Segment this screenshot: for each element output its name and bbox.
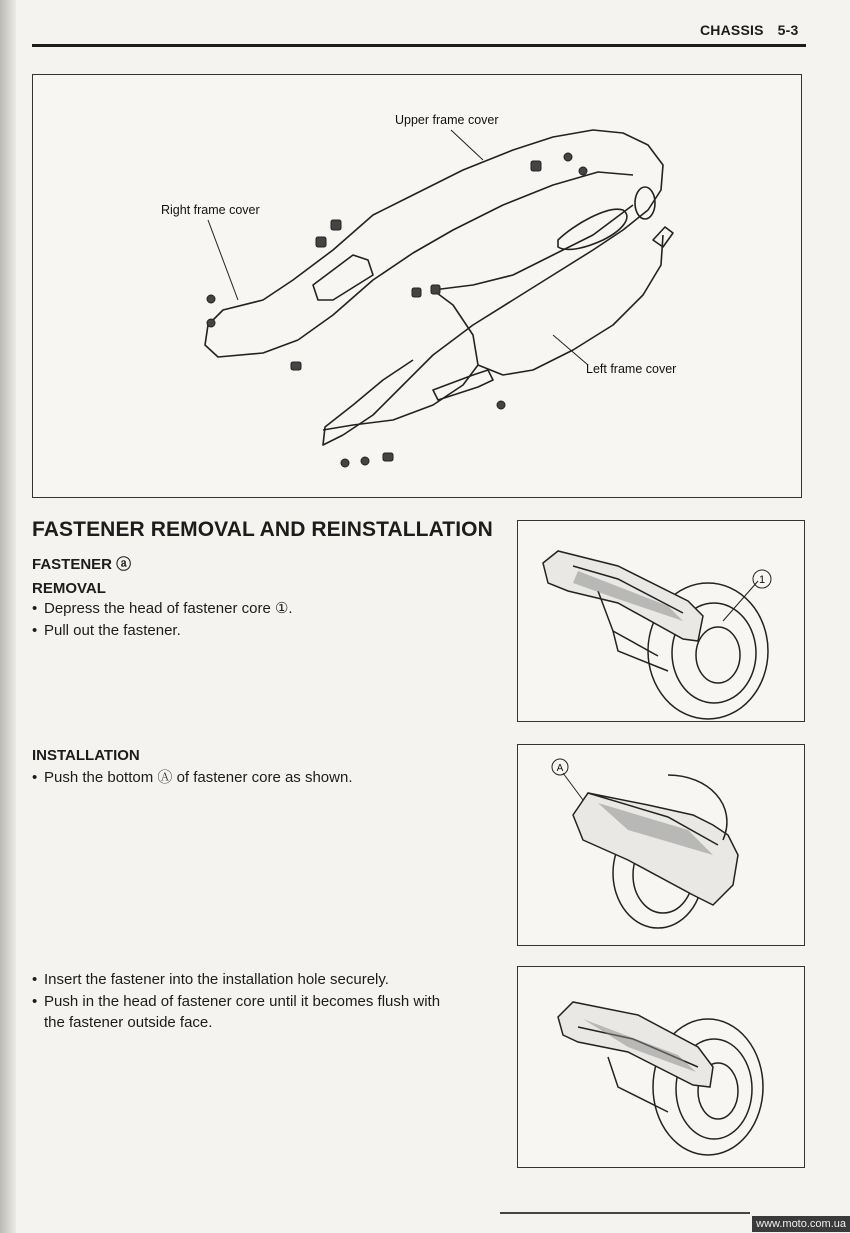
header-rule xyxy=(32,44,806,47)
fastener-installation-drawing xyxy=(518,745,806,947)
header-section: CHASSIS xyxy=(700,22,764,38)
removal-bullet-1-text: Depress the head of fastener core ①. xyxy=(44,600,293,617)
label-left-frame-cover: Left frame cover xyxy=(586,362,677,376)
fastener-heading: FASTENER ⓐ xyxy=(32,556,132,573)
final-bullet-2-text: Push in the head of fastener core until it becomes flush with xyxy=(44,993,441,1010)
fastener-flush-picture xyxy=(517,966,805,1168)
page-spine-shadow xyxy=(0,0,16,1233)
frame-cover-figure xyxy=(32,74,802,498)
installation-bullet-1-text: Push the bottom Ⓐ of fastener core as shown. xyxy=(44,769,353,786)
removal-heading: REMOVAL xyxy=(32,580,106,597)
svg-text:A: A xyxy=(556,763,564,774)
svg-text:1: 1 xyxy=(758,574,766,586)
fastener-flush-drawing xyxy=(518,967,806,1169)
fastener-removal-picture xyxy=(517,520,805,722)
final-bullet-2: • Push in the head of fastener core until it becomes flush with the fastener outside face. xyxy=(32,991,500,1033)
removal-bullet-2: • Pull out the fastener. xyxy=(32,622,181,639)
final-bullet-2-continuation: the fastener outside face. xyxy=(44,1014,213,1031)
header-page-number: 5-3 xyxy=(777,22,799,38)
final-bullet-1: • Insert the fastener into the installation hole securely. xyxy=(32,971,389,988)
final-bullet-1-text: Insert the fastener into the installation hole securely. xyxy=(44,971,389,988)
fastener-installation-picture xyxy=(517,744,805,946)
installation-bullet-1: • Push the bottom Ⓐ of fastener core as shown. xyxy=(32,769,353,786)
installation-heading: INSTALLATION xyxy=(32,747,140,764)
removal-bullet-2-text: Pull out the fastener. xyxy=(44,622,181,639)
label-upper-frame-cover: Upper frame cover xyxy=(395,113,499,127)
label-right-frame-cover: Right frame cover xyxy=(161,203,260,217)
frame-cover-drawing xyxy=(33,75,803,499)
footer-rule xyxy=(500,1212,750,1214)
removal-bullet-1: • Depress the head of fastener core ①. xyxy=(32,600,293,617)
watermark: www.moto.com.ua xyxy=(752,1216,850,1232)
page-header xyxy=(700,22,798,38)
fastener-removal-drawing xyxy=(518,521,806,723)
section-title: FASTENER REMOVAL AND REINSTALLATION xyxy=(32,518,493,541)
